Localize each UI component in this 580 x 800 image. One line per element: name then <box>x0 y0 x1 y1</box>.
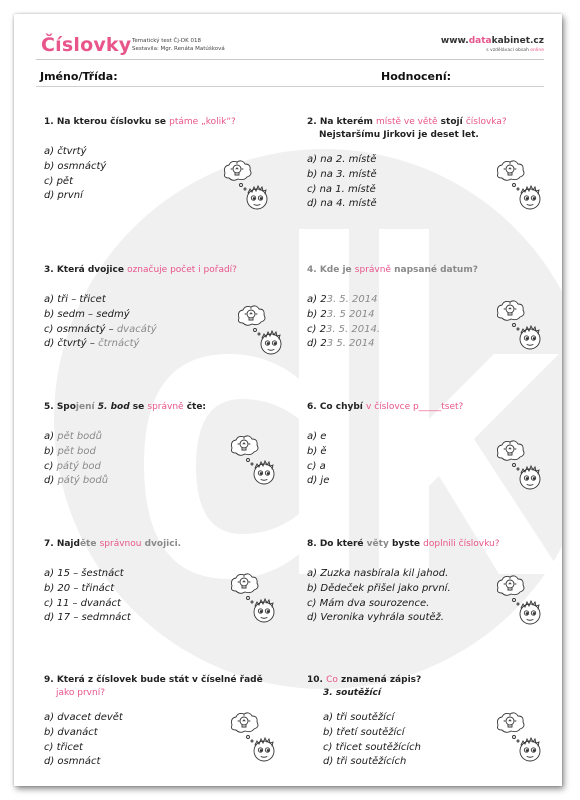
q-text: 9. Která z číslovek bude stát v číselné řadě <box>44 675 263 685</box>
tagline-highlight: online <box>530 48 544 53</box>
q-highlight: místě ve větě <box>376 117 438 127</box>
q-text: znamená zápis? <box>337 675 422 685</box>
q-faded-text: dvojici. <box>141 539 182 549</box>
field-divider <box>36 86 544 87</box>
option-c[interactable]: c) na 1. místě <box>307 183 376 195</box>
option-a[interactable]: a) e <box>307 431 327 442</box>
option-a[interactable]: a) dvacet devět <box>44 712 123 723</box>
option-d[interactable]: d) první <box>44 190 83 202</box>
option-d[interactable]: d) osmnáct <box>44 756 101 768</box>
thinking-face-icon <box>233 304 283 356</box>
question-2-title <box>307 116 559 142</box>
thinking-face-icon <box>492 159 542 211</box>
q-highlight: v číslovce p_____tset? <box>366 402 464 412</box>
question-3-title <box>44 264 296 277</box>
q-text: 2. Na kterém <box>307 117 376 127</box>
opt-text: b) <box>44 445 58 457</box>
option-c[interactable]: c) pět <box>44 175 73 187</box>
header-divider <box>36 59 544 60</box>
option-d[interactable]: d) je <box>307 475 330 487</box>
q-text: byste <box>388 539 424 549</box>
author: Sestavila: Mgr. Renáta Matúšková <box>132 46 225 52</box>
site-link[interactable] <box>441 36 544 46</box>
opt-text: c) <box>44 460 57 472</box>
opt-faded-text: 3. 5. 2014. <box>325 323 381 335</box>
opt-text: d) 17 – sedmnáct <box>44 612 131 624</box>
q-faded-text: ěte <box>79 539 100 549</box>
q-highlight: správnou <box>99 539 142 549</box>
question-1-title <box>44 116 296 129</box>
option-a[interactable]: a) čtvrtý <box>44 146 87 157</box>
opt-text: c) 2 <box>307 323 326 335</box>
thinking-face-icon <box>226 434 276 486</box>
test-code: Tematický test Čj-DK 018 <box>132 38 201 44</box>
score-label: Hodnocení: <box>381 70 452 83</box>
q-text: 4. Kde je <box>307 265 355 275</box>
question-8-title <box>307 538 559 551</box>
thinking-face-icon <box>226 572 276 624</box>
opt-text: d) čtvrtý – <box>44 338 99 350</box>
option-d[interactable]: d) tři soutěžících <box>323 756 407 768</box>
option-c[interactable]: c) třicet soutěžících <box>323 741 422 753</box>
site-brand: data <box>468 36 492 46</box>
q-text: napsané datum? <box>390 265 478 275</box>
q-text: 7. Najd <box>44 539 80 549</box>
option-c[interactable]: c) třicet <box>44 741 83 753</box>
option-b[interactable]: b) osmnáctý <box>44 160 107 172</box>
q-highlight: správně <box>147 402 184 412</box>
opt-text: a) <box>44 431 58 442</box>
q-faded-text: jení <box>75 402 98 412</box>
opt-faded-text: pět bodů <box>57 431 102 442</box>
option-b[interactable]: b) Dědeček přišel jako první. <box>307 582 451 594</box>
opt-text: b) 20 – třináct <box>44 582 115 594</box>
q-sentence: Nejstaršímu Jirkovi je deset let. <box>319 130 479 140</box>
opt-faded-text: dvacátý <box>116 323 157 335</box>
thinking-face-icon <box>492 711 542 763</box>
q-text: 10. <box>307 675 327 685</box>
q-text: 3. Která dvojice <box>44 265 128 275</box>
q-text: se <box>129 402 148 412</box>
thinking-face-icon <box>219 159 269 211</box>
q-highlight: doplnili číslovku? <box>423 539 500 549</box>
tagline-text: s vzdělávací obsah <box>486 48 529 53</box>
q-faded-text: věty <box>366 539 389 549</box>
opt-faded-text: pátý bodů <box>57 475 109 487</box>
opt-text: a) 15 – šestnáct <box>44 568 124 579</box>
site-tagline <box>486 48 544 53</box>
q-highlight: jako první? <box>56 688 105 698</box>
q-text: 8. Do které <box>307 539 367 549</box>
thinking-face-icon <box>226 711 276 763</box>
thinking-face-icon <box>492 574 542 626</box>
option-b[interactable]: b) dvanáct <box>44 726 98 738</box>
site-suffix: kabinet.cz <box>491 36 544 46</box>
option-a[interactable]: a) na 2. místě <box>307 154 377 165</box>
option-a[interactable]: a) tři soutěžící <box>323 712 395 723</box>
opt-text: a) 2 <box>307 294 327 305</box>
q-text: čte: <box>183 402 207 412</box>
question-7-title <box>44 538 296 551</box>
option-c[interactable]: c) a <box>307 460 326 472</box>
q-italic-text: 5. bod <box>97 402 130 412</box>
opt-text: c) 11 – dvanáct <box>44 597 121 609</box>
option-a[interactable]: a) Zuzka nasbírala kil jahod. <box>307 568 449 579</box>
opt-text: d) 2 <box>307 338 327 350</box>
opt-faded-text: čtrnáctý <box>98 338 140 350</box>
q-highlight: číslovka? <box>465 117 507 127</box>
opt-text: c) osmnáctý – <box>44 323 117 335</box>
option-b[interactable]: b) ě <box>307 445 327 457</box>
opt-faded-text: pátý bod <box>56 460 101 472</box>
question-6-title <box>307 401 559 414</box>
opt-text: a) tři – třicet <box>44 294 106 305</box>
test-info <box>132 37 225 53</box>
option-c[interactable]: c) Mám dva sourozence. <box>307 597 430 609</box>
worksheet-page <box>14 14 562 786</box>
q-highlight: označuje počet i pořadí? <box>127 265 237 275</box>
option-b[interactable]: b) třetí soutěžící <box>323 726 405 738</box>
option-d[interactable]: d) Veronika vyhrála soutěž. <box>307 612 444 624</box>
opt-faded-text: 3. 5. 2014 <box>326 294 378 305</box>
question-10-title <box>307 674 559 700</box>
question-9-title <box>44 674 296 700</box>
option-d[interactable]: d) na 4. místě <box>307 198 377 210</box>
option-b[interactable]: b) na 3. místě <box>307 168 377 180</box>
worksheet-title: Číslovky <box>41 34 132 56</box>
q-highlight: správně <box>354 265 391 275</box>
q-text: stojí <box>437 117 466 127</box>
question-5-title <box>44 401 296 414</box>
thinking-face-icon <box>492 299 542 351</box>
opt-text: d) <box>44 475 58 487</box>
q-expression: 3. soutěžící <box>323 688 381 698</box>
q-text: 1. Na kterou číslovku se <box>44 117 170 127</box>
site-prefix: www. <box>440 36 469 46</box>
q-highlight: Co <box>326 675 338 685</box>
q-text: 6. Co chybí <box>307 402 367 412</box>
q-highlight: ptáme „kolik“? <box>169 117 236 127</box>
q-text: 5. Spo <box>44 402 76 412</box>
opt-text: b) 2 <box>307 308 327 320</box>
opt-faded-text: pět bod <box>57 445 96 457</box>
opt-faded-text: 3. 5 2014 <box>326 308 375 320</box>
thinking-face-icon <box>492 439 542 491</box>
opt-text: b) sedm – sedmý <box>44 308 130 320</box>
opt-faded-text: 3 5. 2014 <box>326 338 375 350</box>
name-class-label: Jméno/Třída: <box>40 70 118 83</box>
question-4-title <box>307 264 559 277</box>
